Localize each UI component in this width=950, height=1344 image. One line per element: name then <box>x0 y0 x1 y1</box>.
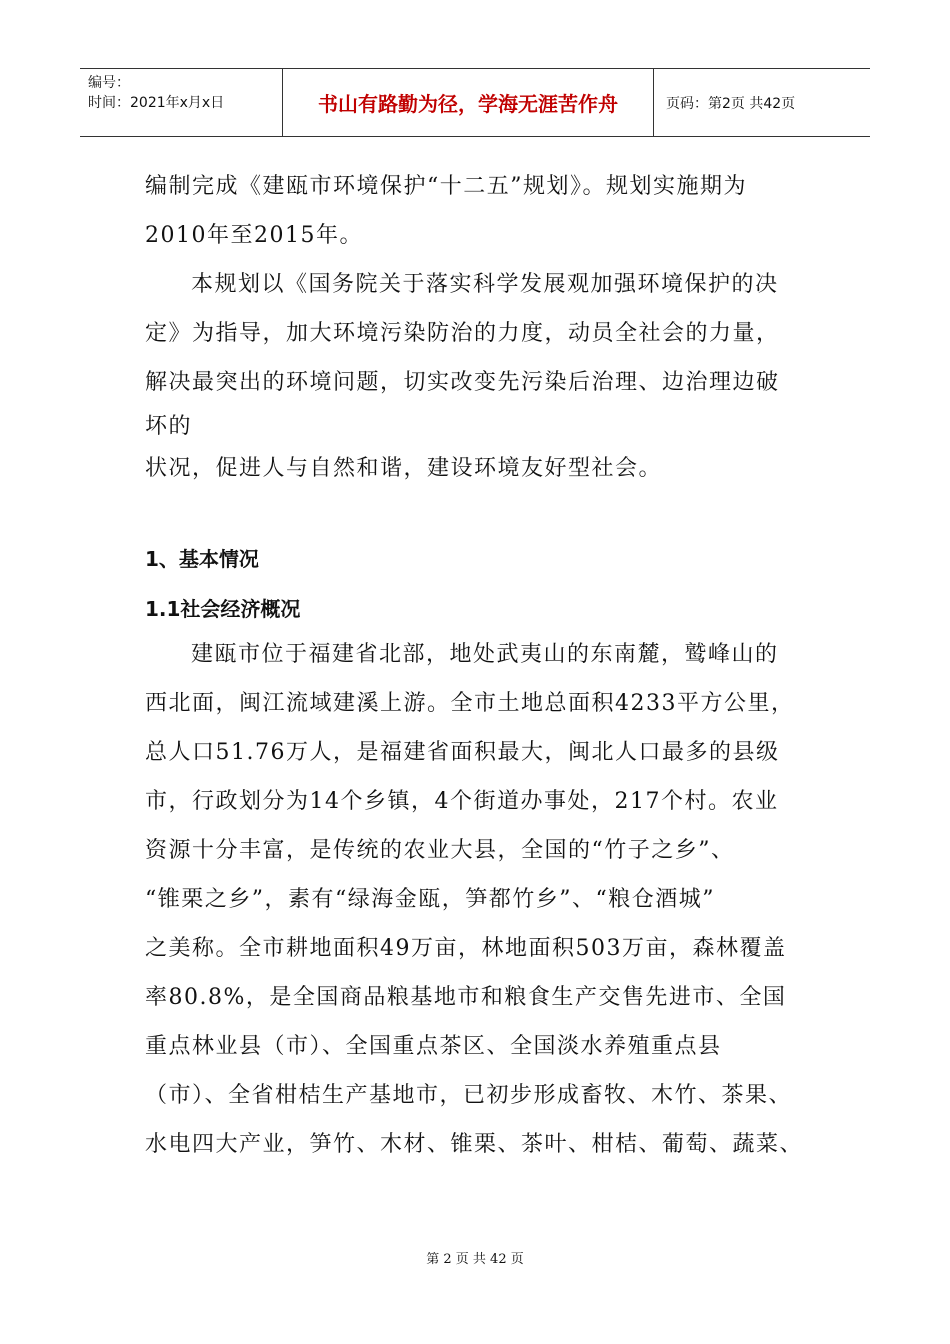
header-motto: 书山有路勤为径，学海无涯苦作舟 <box>318 92 618 116</box>
body-line: 总人口51.76万人，是福建省面积最大，闽北人口最多的县级 <box>145 740 780 765</box>
body-line: 西北面，闽江流域建溪上游。全市土地总面积4233平方公里， <box>145 691 795 716</box>
paragraph-economy <box>145 630 810 1169</box>
body-line: 状况，促进人与自然和谐，建设环境友好型社会。 <box>145 456 663 481</box>
body-line: 重点林业县（市）、全国重点茶区、全国淡水养殖重点县 <box>145 1034 722 1059</box>
body-line: 建瓯市位于福建省北部，地处武夷山的东南麓，鹫峰山的 <box>191 642 779 667</box>
body-line: 资源十分丰富，是传统的农业大县，全国的“竹子之乡”、 <box>145 838 735 863</box>
header-page-info: 页码：第2页 共42页 <box>666 95 796 112</box>
body-line: 定》为指导，加大环境污染防治的力度，动员全社会的力量， <box>145 321 780 346</box>
document-body <box>145 162 810 1169</box>
body-line: 解决最突出的环境问题，切实改变先污染后治理、边治理边破 <box>145 370 780 395</box>
subsection-heading: 1.1社会经济概况 <box>145 597 301 621</box>
body-line: 2010年至2015年。 <box>145 223 363 248</box>
page-header <box>80 68 870 137</box>
body-line: （市）、全省柑桔生产基地市，已初步形成畜牧、木竹、茶果、 <box>145 1083 793 1108</box>
body-line: 坏的 <box>145 414 193 439</box>
section-heading: 1、基本情况 <box>145 547 259 571</box>
header-meta <box>80 69 283 136</box>
body-line: “锥栗之乡”，素有“绿海金瓯，笋都竹乡”、“粮仓酒城” <box>145 887 715 912</box>
body-line: 市，行政划分为14个乡镇，4个街道办事处，217个村。农业 <box>145 789 779 814</box>
document-number-label: 编号： <box>88 75 130 91</box>
body-line: 之美称。全市耕地面积49万亩，林地面积503万亩，森林覆盖 <box>145 936 787 961</box>
page-footer: 第 2 页 共 42 页 <box>426 1252 524 1267</box>
document-date: 时间：2021年x月x日 <box>88 95 225 111</box>
body-line: 编制完成《建瓯市环境保护“十二五”规划》。规划实施期为 <box>145 174 747 199</box>
body-line: 水电四大产业，笋竹、木材、锥栗、茶叶、柑桔、葡萄、蔬菜、 <box>145 1132 804 1157</box>
body-line: 本规划以《国务院关于落实科学发展观加强环境保护的决 <box>191 272 779 297</box>
body-line: 率80.8%，是全国商品粮基地市和粮食生产交售先进市、全国 <box>145 985 787 1010</box>
header-motto-cell <box>283 69 654 136</box>
